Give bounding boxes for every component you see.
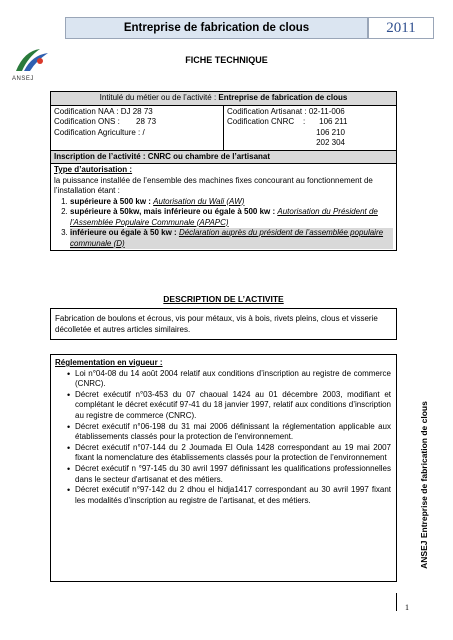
codes-right-cell [224,105,397,150]
autorisation-cell [51,164,397,251]
code-naa: Codification NAA : DJ 28 73 [54,106,153,116]
side-text: ANSEJ Entreprise de fabrication de clous [419,401,429,569]
page-divider [396,593,397,611]
technical-table [50,91,397,251]
autorisation-item: 2. supérieure à 50kw, mais inférieure ou égale à 500 kw : Autorisation du Président de l’Assemblée Populaire Communale (APAPC) [70,207,393,228]
intitule-cell [51,92,397,106]
reglementation-item: • Décret exécutif n°03-453 du 07 chaoual 1424 au 01 décembre 2003, modifiant et complétant le décret exécutif 97-41 du 18 janvier 1997, relatif aux conditions d’inscription au registre de commerce (CNRC). [75,390,391,422]
reglementation-title: Réglementation en vigueur : [55,358,163,367]
inscription-cell: Inscription de l’activité : CNRC ou chambre de l’artisanat [51,150,397,164]
code-ons: Codification ONS : 28 73 [54,117,157,126]
reglementation-item: • Loi n°04-08 du 14 août 2004 relatif aux conditions d’inscription au registre de commerce (CNRC). [75,369,391,390]
header-year: 2011 [368,17,434,39]
reglementation-item: • Décret exécutif n °97-145 du 30 avril 1997 définissant les qualifications professionnelles dans le secteur d'artisanat et des métiers. [75,464,391,485]
code-agriculture: Codification Agriculture : / [54,127,145,137]
description-box: Fabrication de boulons et écrous, vis pour métaux, vis à bois, rivets pleins, clous et visserie décolletée et autres articles similaires. [50,308,397,340]
reglementation-item: • Décret exécutif n°97-142 du 2 dhou el hidja1417 correspondant au 30 avril 1997 fixant les modalités d’inscription au registre de l’artisanat, et des métiers. [75,485,391,506]
logo-text: ANSEJ [12,76,34,82]
description-title: DESCRIPTION DE L’ACTIVITE [163,294,284,304]
fiche-title: FICHE TECHNIQUE [185,55,268,65]
autorisation-list [54,197,393,250]
autorisation-intro: la puissance installée de l’ensemble des machines fixes concourant au fonctionnement de l’installation étant : [54,175,373,195]
side-label [404,370,444,600]
reglementation-list [65,369,391,507]
code-artisanat: Codification Artisanat : 02-11-006 [227,106,345,116]
autorisation-item: 1. supérieure à 500 kw : Autorisation du Wali (AW) [70,197,393,208]
autorisation-item: 3. inférieure ou égale à 50 kw : Déclaration auprès du président de l’assemblée populaire communale (D) [70,228,393,249]
page-number: 1 [405,603,409,612]
code-cnrc: Codification CNRC : 106 211 [227,117,348,126]
reglementation-item: • Décret exécutif n°06-198 du 31 mai 2006 définissant la réglementation applicable aux établissements classés pour la protection de l'environnement. [75,422,391,443]
header-title: Entreprise de fabrication de clous [65,17,368,39]
intitule-value: Entreprise de fabrication de clous [218,93,348,102]
code-cnrc-3: 202 304 [316,138,345,147]
code-cnrc-2: 106 210 [316,127,345,137]
reglementation-item: • Décret exécutif n°07-144 du 2 Joumada El Oula 1428 correspondant au 19 mai 2007 fixant la nomenclature des établissements classés pour la protection de l’environnement [75,443,391,464]
autorisation-title: Type d’autorisation : [54,165,133,174]
reglementation-box [50,354,397,582]
codes-left-cell [51,105,224,150]
intitule-label: Intitulé du métier ou de l’activité : [99,93,219,102]
